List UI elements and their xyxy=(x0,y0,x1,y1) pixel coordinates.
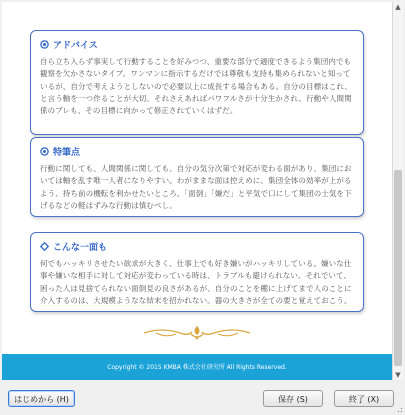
circled-dot-icon xyxy=(40,147,49,156)
copyright-footer xyxy=(2,354,392,380)
notable-points-card xyxy=(30,137,364,217)
advice-card-body: 自ら立ち入らず事実して行動することを好みつつ、重要な部分で適度できるよう集団内でも観察を欠かさないタイプ。ワンマンに指示するだけでは尊敬も支持も集められないと知っているが、自分で考えようとしないので必要以上に成長する場合もある。自分の目標はこれ、と言う軸を一つ作ることが大切。それさえあればパワフルさが十分生かされ、行動や人間関係のブレも、その目標に向かって修正されていくはずだ。 xyxy=(40,57,353,116)
notable-points-card-title: 特筆点 xyxy=(53,148,81,158)
exit-button[interactable]: 終了 (X) xyxy=(334,390,394,407)
another-side-card-body: 何でもハッキリさせたい欲求が大きく、仕事上でも好き嫌いがハッキリしている。嫌いな仕事や嫌いな相手に対して対応が変わっている時は、トラブルも避けられない。それでいて、困った人は見捨てられない面倒見の良さがあるが、自分のことを棚に上げてまで人のことに介入するのは、大規模ようなな結末を招かれない。器の大きさが全ての要と覚えておこう。 xyxy=(40,259,352,305)
advice-card xyxy=(30,30,364,135)
diamond-icon xyxy=(40,242,49,251)
copyright-text: Copyright © 2015 KMBA 株式会社研究所 All Rights Reserved. xyxy=(107,364,287,371)
scroll-up-arrow-icon[interactable]: ▲ xyxy=(395,3,401,11)
advice-card-header xyxy=(40,38,355,51)
notable-points-card-header xyxy=(40,145,355,158)
save-button[interactable]: 保存 (S) xyxy=(263,390,323,407)
start-over-button[interactable]: はじめから (H) xyxy=(8,390,75,407)
another-side-card xyxy=(30,232,364,312)
decorative-divider-ornament xyxy=(142,324,252,342)
resize-grip-icon[interactable] xyxy=(395,405,403,413)
vertical-scrollbar[interactable] xyxy=(393,2,403,380)
another-side-card-title: こんな一面も xyxy=(53,243,108,253)
notable-points-card-body: 行動に関しても、人間関係に関しても、自分の気分次第で対応が変わる面があり、集団においては軸を乱す唯一人者になりやすい。わがままな面は控えめに、集団全体の効率が上がるよう、持ち前の機転を利かせたいところ。「面倒」「嫌だ」と平気で口にして集団の士気を下げるなどの軽はずみな行動は慎むべし。 xyxy=(40,164,352,210)
scrollbar-thumb[interactable] xyxy=(394,170,402,366)
circled-dot-icon xyxy=(40,40,49,49)
scroll-down-arrow-icon[interactable]: ▼ xyxy=(395,371,401,379)
another-side-card-header xyxy=(40,240,355,253)
advice-card-title: アドバイス xyxy=(53,41,98,51)
content-viewport xyxy=(2,2,393,380)
